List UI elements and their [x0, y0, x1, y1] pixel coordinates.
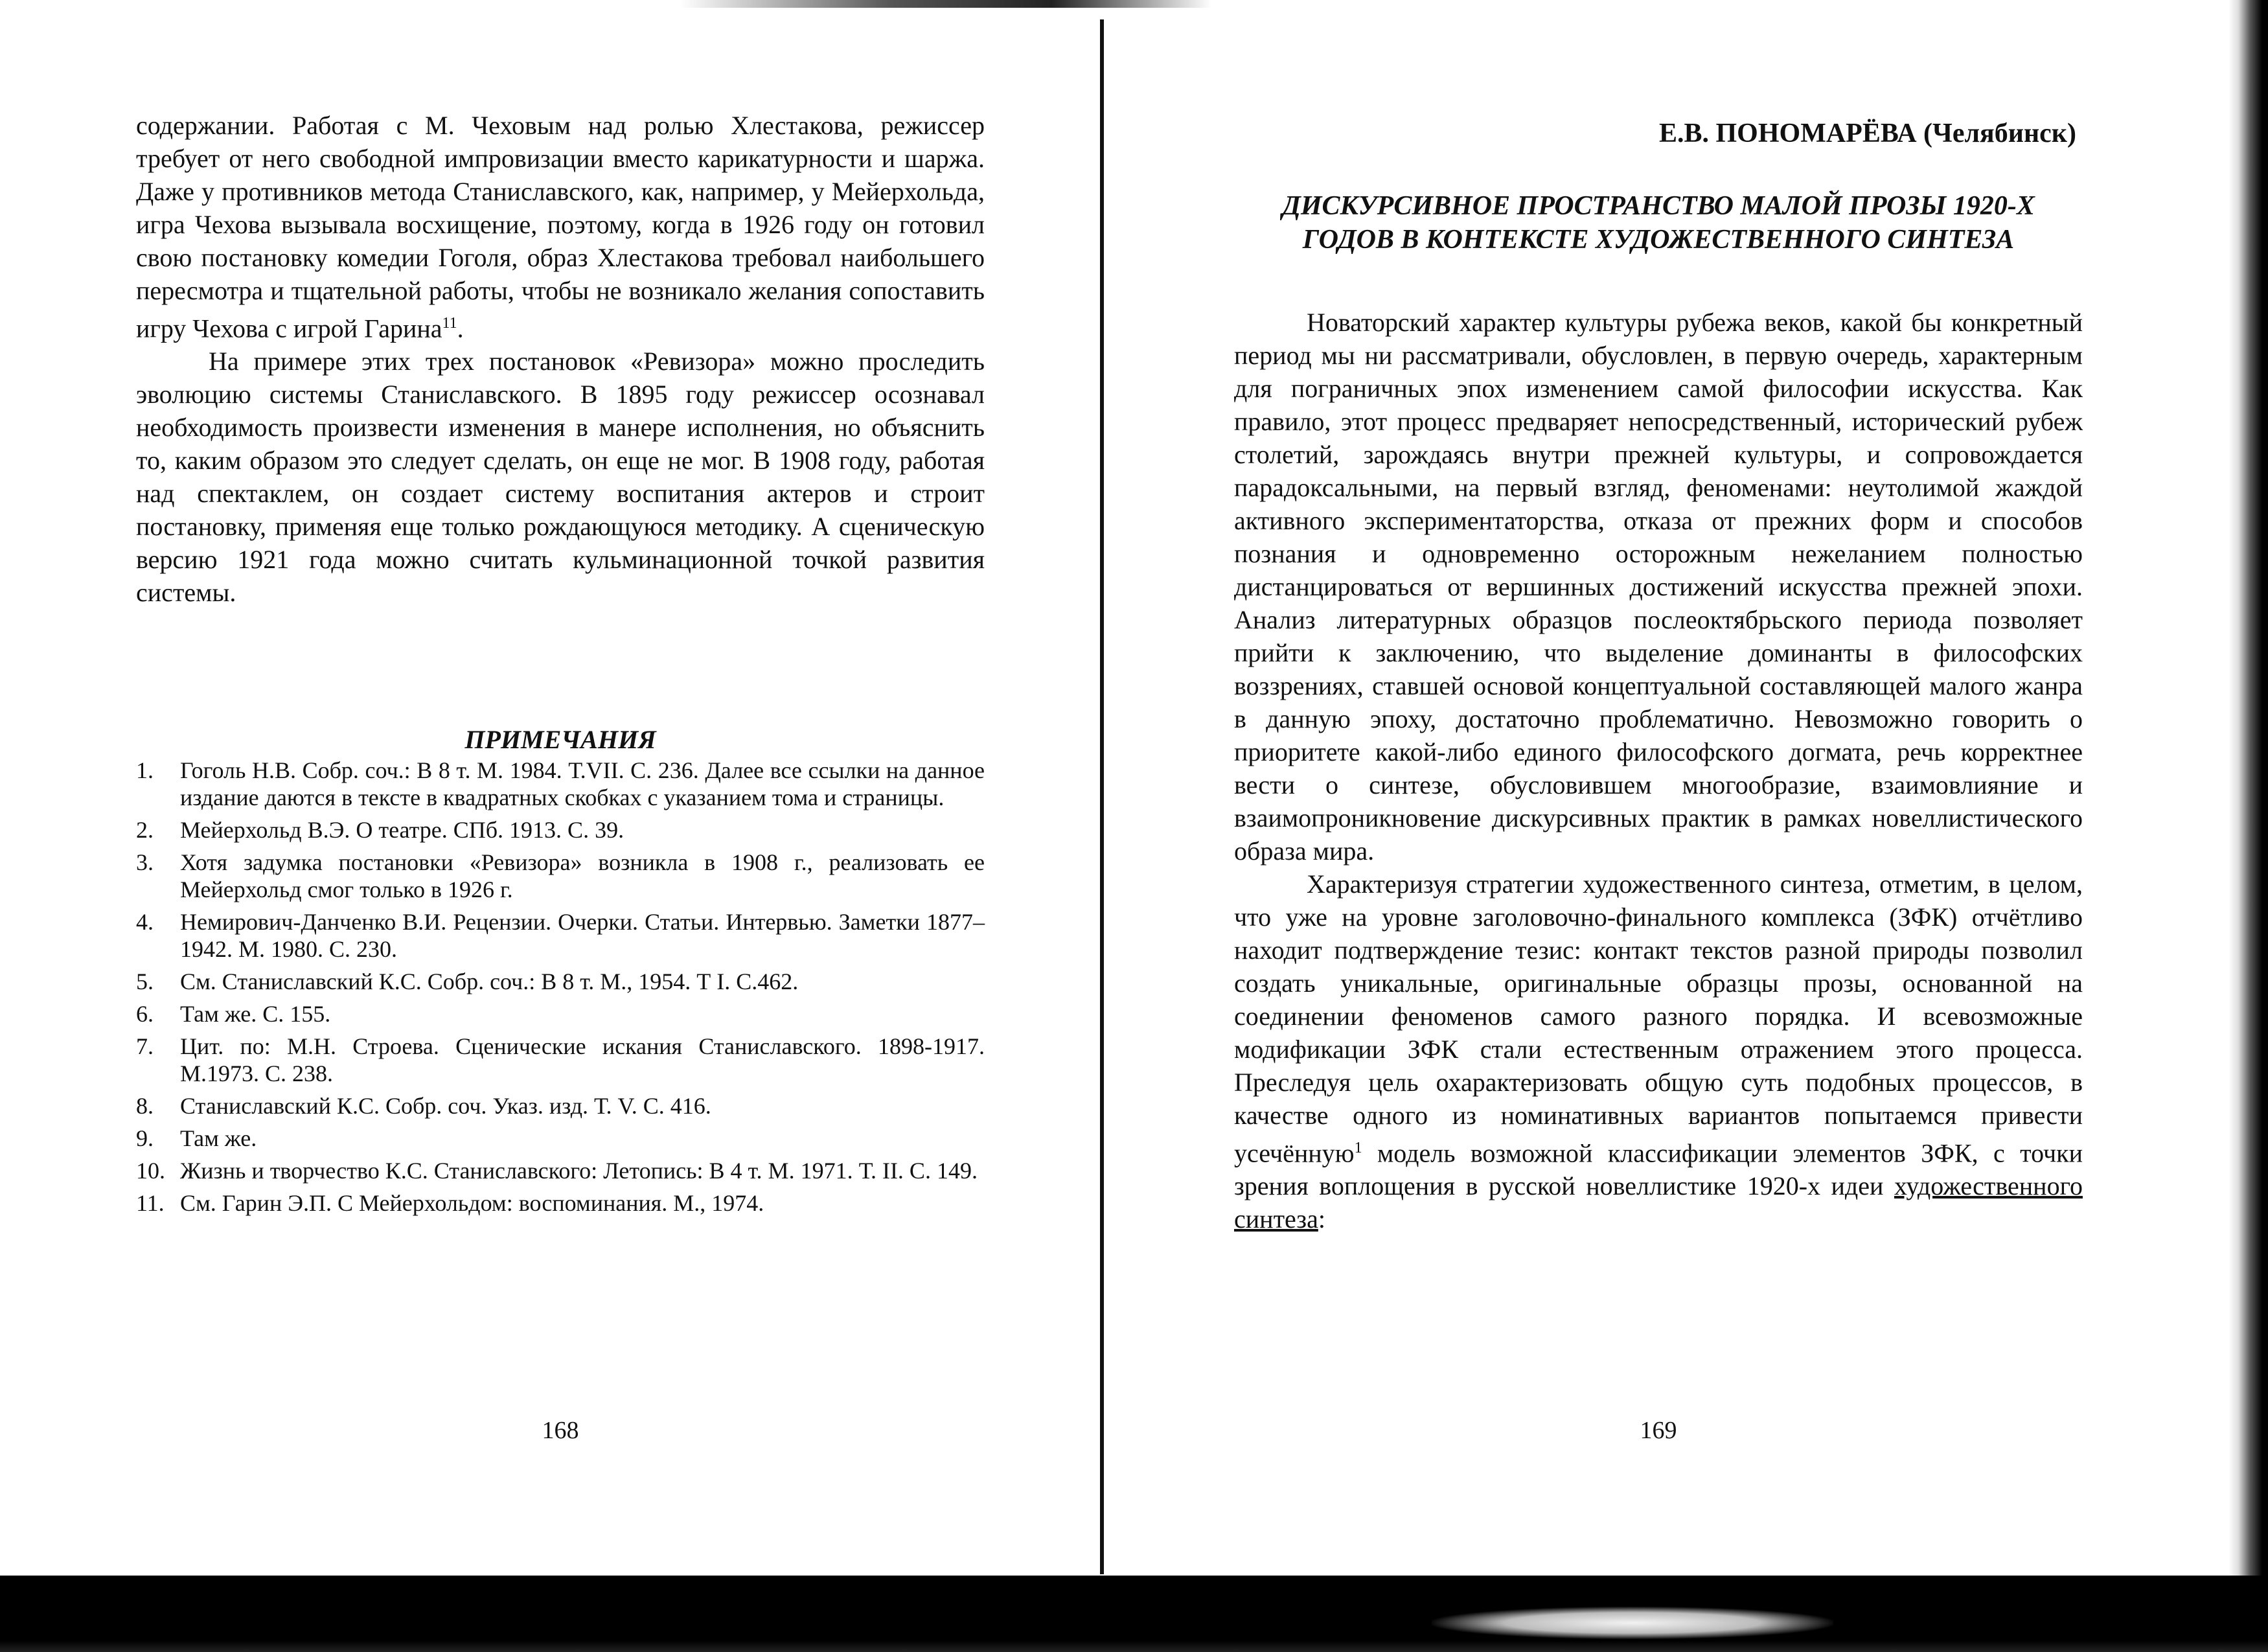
page-number-right: 169	[1640, 1417, 1677, 1444]
note-item	[136, 1125, 985, 1152]
note-number: 7.	[136, 1033, 154, 1059]
note-number: 3.	[136, 849, 154, 875]
note-text: Станиславский К.С. Собр. соч. Указ. изд. Т. V. С. 416.	[180, 1093, 711, 1119]
author-line: Е.В. ПОНОМАРЁВА (Челябинск)	[1658, 119, 2076, 148]
right-paragraph-2-text-cont: модель возможной классификации элементов ЗФК, с точки зрения воплощения в русской новеллистике 1920-х идеи	[1234, 1138, 2083, 1201]
note-text: Цит. по: М.Н. Строева. Сценические искания Станиславского. 1898-1917. М.1973. С. 238.	[180, 1033, 985, 1086]
note-item	[136, 1033, 985, 1087]
scan-right-edge	[2228, 0, 2268, 1576]
right-paragraph-2-text: Характеризуя стратегии художественного синтеза, отметим, в целом, что уже на уровне заголовочно-финального комплекса (ЗФК) отчётливо находит подтверждение тезис: контакт текстов разной природы позволил создать уникальные, оригинальные образцы прозы, основанной на соединении феноменов самого разного порядка. И всевозможные модификации ЗФК стали естественным отражением этого процесса. Преследуя цель охарактеризовать общую суть подобных процессов, в качестве одного из номинативных вариантов попытаемся привести усечённую	[1234, 869, 2083, 1168]
right-paragraph-1: Новаторский характер культуры рубежа веков, какой бы конкретный период мы ни рассматривали, обусловлен, в первую очередь, характерным для пограничных эпох изменением самой философии искусства. Как правило, этот процесс предваряет непосредственный, исторический рубеж столетий, зарождаясь внутри прежней культуры, и сопровождается парадоксальными, на первый взгляд, феноменами: неутолимой жаждой активного экспериментаторства, отказа от прежних форм и способов познания и одновременно осторожным нежеланием полностью дистанцироваться от вершинных достижений искусства прежней эпохи. Анализ литературных образцов послеоктябрьского периода позволяет прийти к заключению, что выделение доминанты в философских воззрениях, ставшей основой концептуальной составляющей малого жанра в данную эпоху, достаточно проблематично. Невозможно говорить о приоритете какой-либо единого философского догмата, речь корректнее вести о синтезе, обусловившем многообразие, взаимовлияние и взаимопроникновение дискурсивных практик в рамках новеллистического образа мира.	[1234, 308, 2083, 866]
note-item	[136, 1157, 985, 1184]
article-title-line-2: ГОДОВ В КОНТЕКСТЕ ХУДОЖЕСТВЕННОГО СИНТЕЗА	[1302, 225, 2015, 255]
right-body-text	[1234, 306, 2083, 1235]
note-number: 2.	[136, 817, 154, 843]
note-number: 1.	[136, 757, 154, 783]
footnote-ref-11: 11	[442, 315, 457, 332]
note-number: 5.	[136, 969, 154, 994]
left-paragraph-1-text: содержании. Работая с М. Чеховым над ролью Хлестакова, режиссер требует от него свободной импровизации вместо карикатурности и шаржа. Даже у противников метода Станиславского, как, например, у Мейерхольда, игра Чехова вызывала восхищение, поэтому, когда в 1926 году он готовил свою постановку комедии Гоголя, образ Хлестакова требовал наибольшего пересмотра и тщательной работы, чтобы не возникало желания сопоставить игру Чехова с игрой Гарина	[136, 111, 985, 343]
notes-heading: ПРИМЕЧАНИЯ	[464, 725, 656, 754]
note-item	[136, 1189, 985, 1217]
note-item	[136, 1000, 985, 1027]
note-text: Жизнь и творчество К.С. Станиславского: Летопись: В 4 т. М. 1971. Т. II. С. 149.	[180, 1158, 978, 1184]
note-text: Там же. С. 155.	[180, 1001, 331, 1027]
note-text: См. Станиславский К.С. Собр. соч.: В 8 т. М., 1954. Т I. С.462.	[180, 969, 799, 994]
note-number: 11.	[136, 1190, 165, 1216]
note-number: 4.	[136, 909, 154, 935]
scan-bottom-smear	[1432, 1607, 1833, 1639]
note-item	[136, 968, 985, 995]
notes-list	[136, 757, 985, 1222]
left-body-text	[136, 109, 985, 609]
note-item	[136, 849, 985, 903]
note-text: Немирович-Данченко В.И. Рецензии. Очерки. Статьи. Интервью. Заметки 1877–1942. М. 1980. С. 230.	[180, 909, 985, 962]
article-title	[1234, 189, 2083, 257]
book-spine	[1100, 19, 1104, 1574]
note-number: 10.	[136, 1158, 165, 1184]
footnote-ref-1: 1	[1354, 1140, 1362, 1156]
underlined-term: художественного синтеза	[1234, 1171, 2083, 1234]
left-paragraph-1-tail: .	[457, 314, 464, 343]
note-item	[136, 816, 985, 843]
note-text: См. Гарин Э.П. С Мейерхольдом: воспоминания. М., 1974.	[180, 1190, 764, 1216]
note-text: Там же.	[180, 1125, 257, 1151]
right-paragraph-2-end: :	[1318, 1204, 1325, 1234]
note-text: Хотя задумка постановки «Ревизора» возникла в 1908 г., реализовать ее Мейерхольд смог только в 1926 г.	[180, 849, 985, 902]
scan-bottom-band	[0, 1576, 2268, 1652]
note-number: 8.	[136, 1093, 154, 1119]
article-title-line-1: ДИСКУРСИВНОЕ ПРОСТРАНСТВО МАЛОЙ ПРОЗЫ 1920-Х	[1282, 191, 2035, 221]
right-paragraph-2	[1234, 867, 2083, 1235]
note-text: Мейерхольд В.Э. О театре. СПб. 1913. С. 39.	[180, 817, 624, 843]
left-paragraph-1	[136, 109, 985, 345]
note-number: 6.	[136, 1001, 154, 1027]
right-page	[1234, 0, 2083, 1568]
left-page	[136, 0, 985, 1568]
note-number: 9.	[136, 1125, 154, 1151]
note-text: Гоголь Н.В. Собр. соч.: В 8 т. М. 1984. Т.VII. С. 236. Далее все ссылки на данное издание даются в тексте в квадратных скобках с указанием тома и страницы.	[180, 757, 985, 810]
left-paragraph-2: На примере этих трех постановок «Ревизора» можно проследить эволюцию системы Станиславского. В 1895 году режиссер осознавал необходимость произвести изменения в манере исполнения, но объяснить то, каким образом это следует сделать, он еще не мог. В 1908 году, работая над спектаклем, он создает систему воспитания актеров и строит постановку, применяя еще только рождающуюся методику. А сценическую версию 1921 года можно считать кульминационной точкой развития системы.	[136, 347, 985, 608]
note-item	[136, 757, 985, 811]
page-number-left: 168	[542, 1417, 579, 1444]
note-item	[136, 1092, 985, 1119]
note-item	[136, 908, 985, 963]
